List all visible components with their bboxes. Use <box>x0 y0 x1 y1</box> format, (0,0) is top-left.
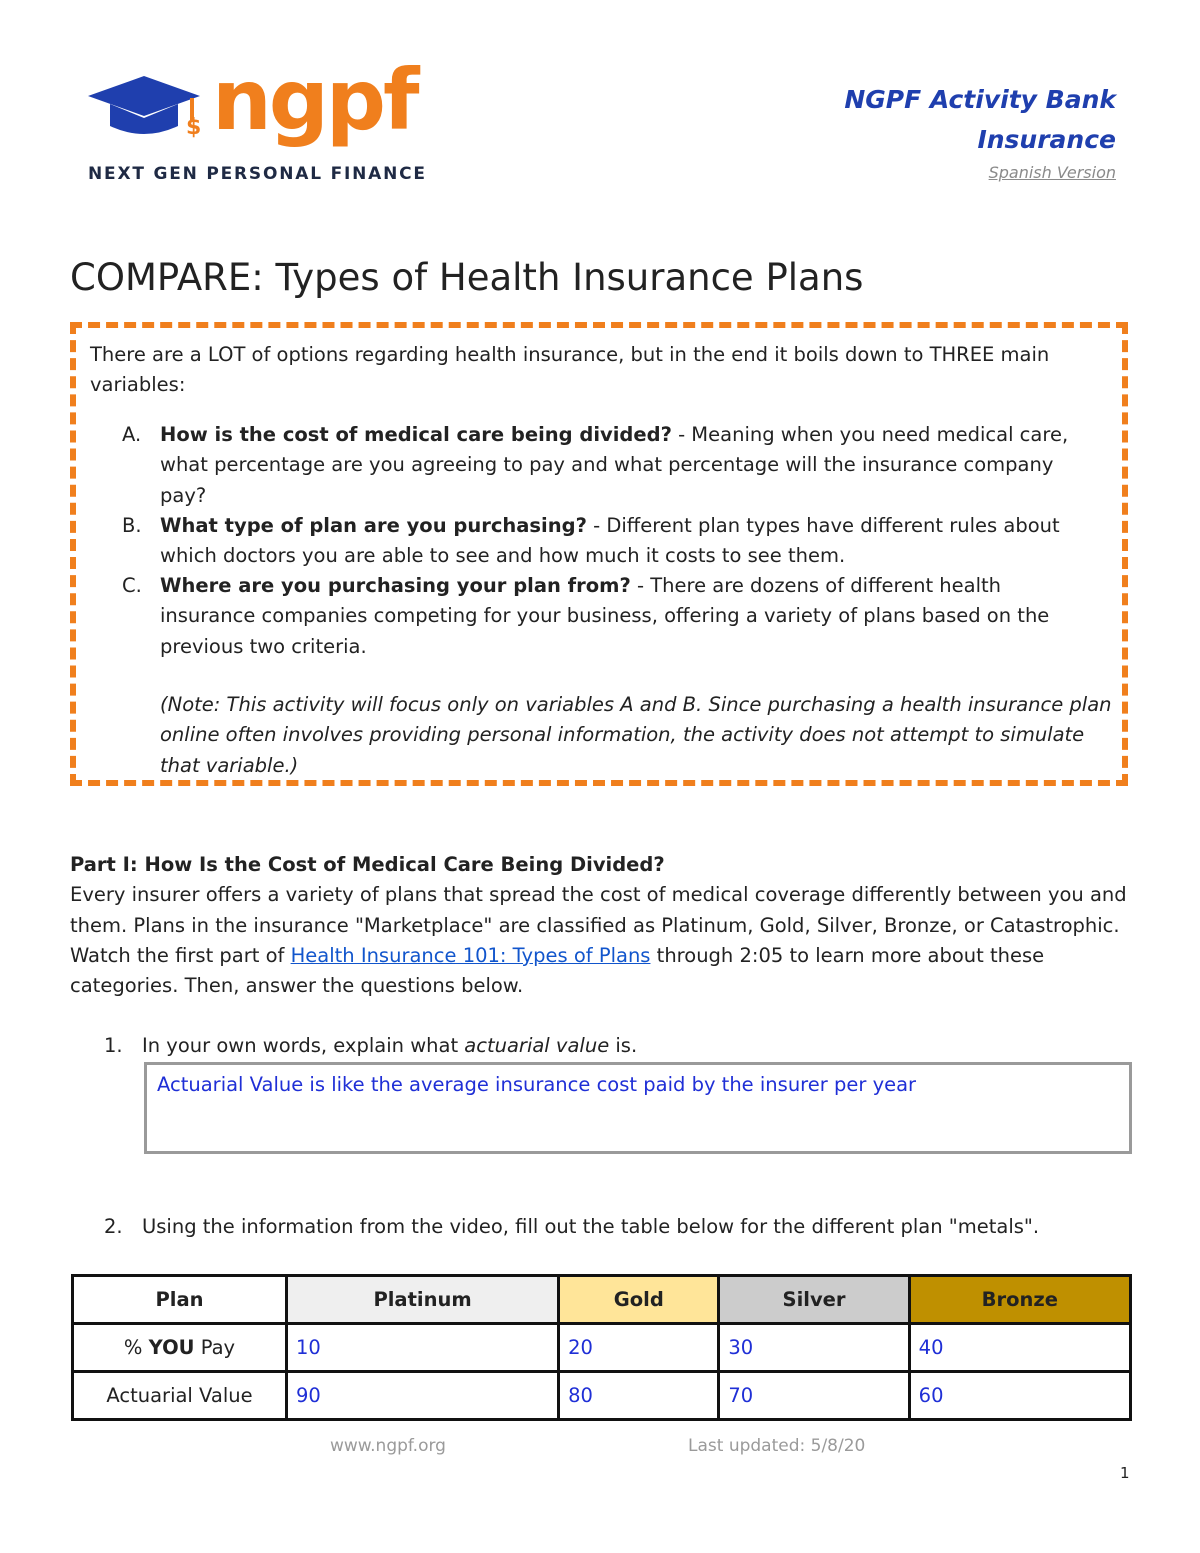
part1-body-text-after: through 2:05 to learn more about these categories. Then, answer the questions below. <box>70 943 1045 998</box>
logo-tagline: NEXT GEN PERSONAL FINANCE <box>88 164 427 184</box>
header-cell-platinum: Platinum <box>287 1276 559 1324</box>
part1-section <box>70 850 1140 1001</box>
activity-header <box>844 80 1116 186</box>
video-link[interactable]: Health Insurance 101: Types of Plans <box>290 943 651 967</box>
table-cell[interactable]: 20 <box>559 1324 719 1372</box>
part1-heading: Part I: How Is the Cost of Medical Care Being Divided? <box>70 853 665 876</box>
row-label-you-pay: % YOU Pay <box>73 1324 287 1372</box>
spanish-version-link[interactable]: Spanish Version <box>988 163 1116 182</box>
ngpf-logo <box>88 51 428 188</box>
answer-box[interactable] <box>144 1062 1132 1154</box>
list-marker: B. <box>122 514 142 537</box>
table-cell[interactable]: 40 <box>909 1324 1130 1372</box>
table-row <box>73 1324 1131 1372</box>
part1-body <box>70 880 1140 1001</box>
table-row <box>73 1372 1131 1420</box>
table-cell[interactable]: 80 <box>559 1372 719 1420</box>
page-title: COMPARE: Types of Health Insurance Plans <box>70 256 864 299</box>
list-item-text: - Different plan types have different rules about which doctors you are able to see and how much it costs to see them. <box>160 514 1060 568</box>
list-item-text: - Meaning when you need medical care, what percentage are you agreeing to pay and what percentage will the insurance company pay? <box>160 423 1069 507</box>
table-cell[interactable]: 90 <box>287 1372 559 1420</box>
header-cell-bronze: Bronze <box>909 1276 1130 1324</box>
header-cell-plan: Plan <box>73 1276 287 1324</box>
intro-lead: There are a LOT of options regarding health insurance, but in the end it boils down to THREE main variables: <box>90 343 1050 397</box>
question-marker: 2. <box>104 1215 123 1238</box>
footer-last-updated: Last updated: 5/8/20 <box>688 1436 866 1456</box>
table-cell[interactable]: 60 <box>909 1372 1130 1420</box>
table-cell[interactable]: 30 <box>719 1324 909 1372</box>
topic-title: Insurance <box>977 125 1116 154</box>
list-item-bold: How is the cost of medical care being divided? <box>160 423 672 446</box>
svg-text:$: $ <box>186 115 202 140</box>
plan-metals-table <box>71 1274 1132 1421</box>
question-text: In your own words, explain what <box>142 1034 465 1057</box>
intro-note: (Note: This activity will focus only on variables A and B. Since purchasing a health insurance plan online often involves providing personal information, the activity does not attempt to simulate that variable.) <box>160 693 1112 777</box>
activity-bank-title: NGPF Activity Bank <box>844 85 1116 114</box>
logo-word: ngpf <box>212 51 417 149</box>
list-marker: A. <box>122 423 142 446</box>
table-header-row <box>73 1276 1131 1324</box>
intro-box <box>70 322 1128 786</box>
table-cell[interactable]: 70 <box>719 1372 909 1420</box>
question-text-end: is. <box>609 1034 638 1057</box>
page-number: 1 <box>1120 1464 1130 1482</box>
answer-text[interactable]: Actuarial Value is like the average insurance cost paid by the insurer per year <box>157 1073 917 1096</box>
question-term: actuarial value <box>464 1034 610 1057</box>
list-item-bold: What type of plan are you purchasing? <box>160 514 587 537</box>
list-item-bold: Where are you purchasing your plan from? <box>160 574 631 597</box>
header-cell-gold: Gold <box>559 1276 719 1324</box>
table-cell[interactable]: 10 <box>287 1324 559 1372</box>
question-marker: 1. <box>104 1034 123 1057</box>
list-item-text: - There are dozens of different health insurance companies competing for your business, offering a variety of plans based on the previous two criteria. <box>160 574 1050 658</box>
header-cell-silver: Silver <box>719 1276 909 1324</box>
question-text: Using the information from the video, fill out the table below for the different plan "metals". <box>142 1215 1040 1238</box>
footer-url[interactable]: www.ngpf.org <box>330 1436 446 1456</box>
list-marker: C. <box>122 574 142 597</box>
row-label-actuarial-value: Actuarial Value <box>73 1372 287 1420</box>
part1-body-text: Every insurer offers a variety of plans that spread the cost of medical coverage differently between you and them. Plans in the insurance "Marketplace" are classified as Platinum, Gold, Silver, Bronze, or Catastrophic. Watch the first part of <box>70 883 1127 967</box>
